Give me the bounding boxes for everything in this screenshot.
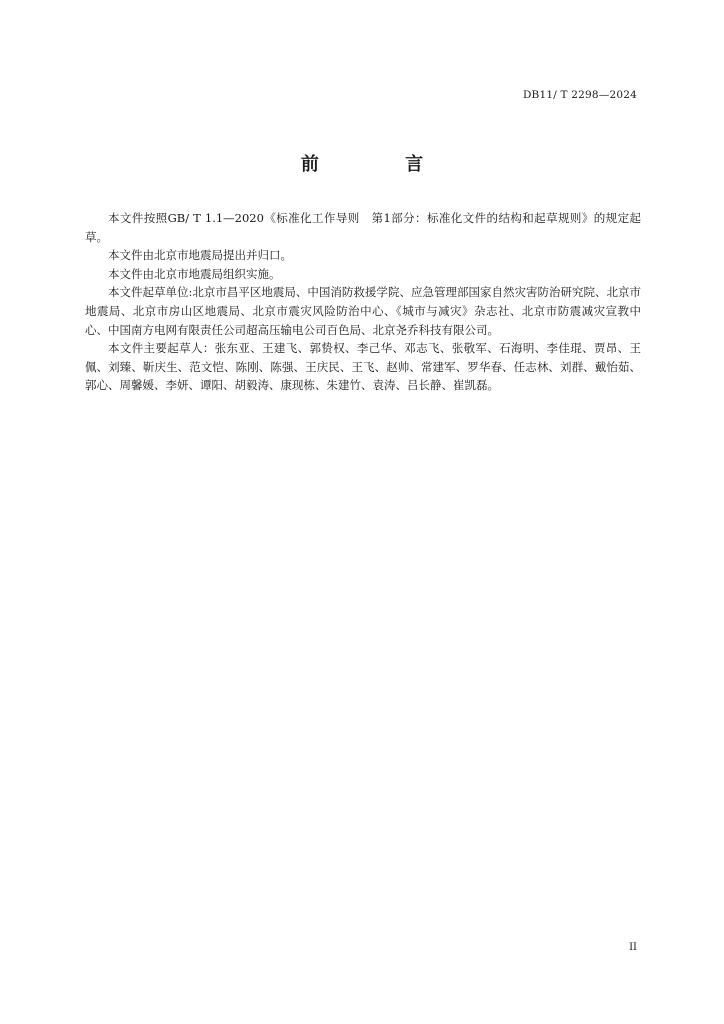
document-code: DB11/ T 2298—2024 — [522, 89, 637, 101]
paragraph-drafting-units: 本文件起草单位:北京市昌平区地震局、中国消防救援学院、应急管理部国家自然灾害防治研究院、北京市地震局、北京市房山区地震局、北京市震灾风险防治中心、《城市与减灾》杂志社、北京市防震减灾宣教中心、中国南方电网有限责任公司超高压输电公司百色局、北京尧乔科技有限公司。 — [85, 285, 641, 337]
paragraph-drafters: 本文件主要起草人：张东亚、王建飞、郭贽权、李己华、邓志飞、张敬军、石海明、李佳琨、贾昂、王佩、刘臻、靳庆生、范文恺、陈刚、陈强、王庆民、王飞、赵帅、常建军、罗华春、任志林、刘群、戴怡茹、郭心、周馨媛、李妍、谭阳、胡毅涛、康现栋、朱建竹、袁涛、吕长静、崔凯磊。 — [85, 341, 641, 393]
document-body — [85, 209, 641, 395]
paragraph-proposer: 本文件由北京市地震局提出并归口。 — [108, 248, 292, 263]
paragraph-drafting-basis: 本文件按照GB/ T 1.1—2020《标准化工作导则 第1部分：标准化文件的结构和起草规则》的规定起草。 — [85, 211, 641, 244]
page-title: 前 言 — [300, 154, 464, 175]
page-number: II — [629, 942, 637, 953]
paragraph-implementer: 本文件由北京市地震局组织实施。 — [108, 266, 281, 281]
